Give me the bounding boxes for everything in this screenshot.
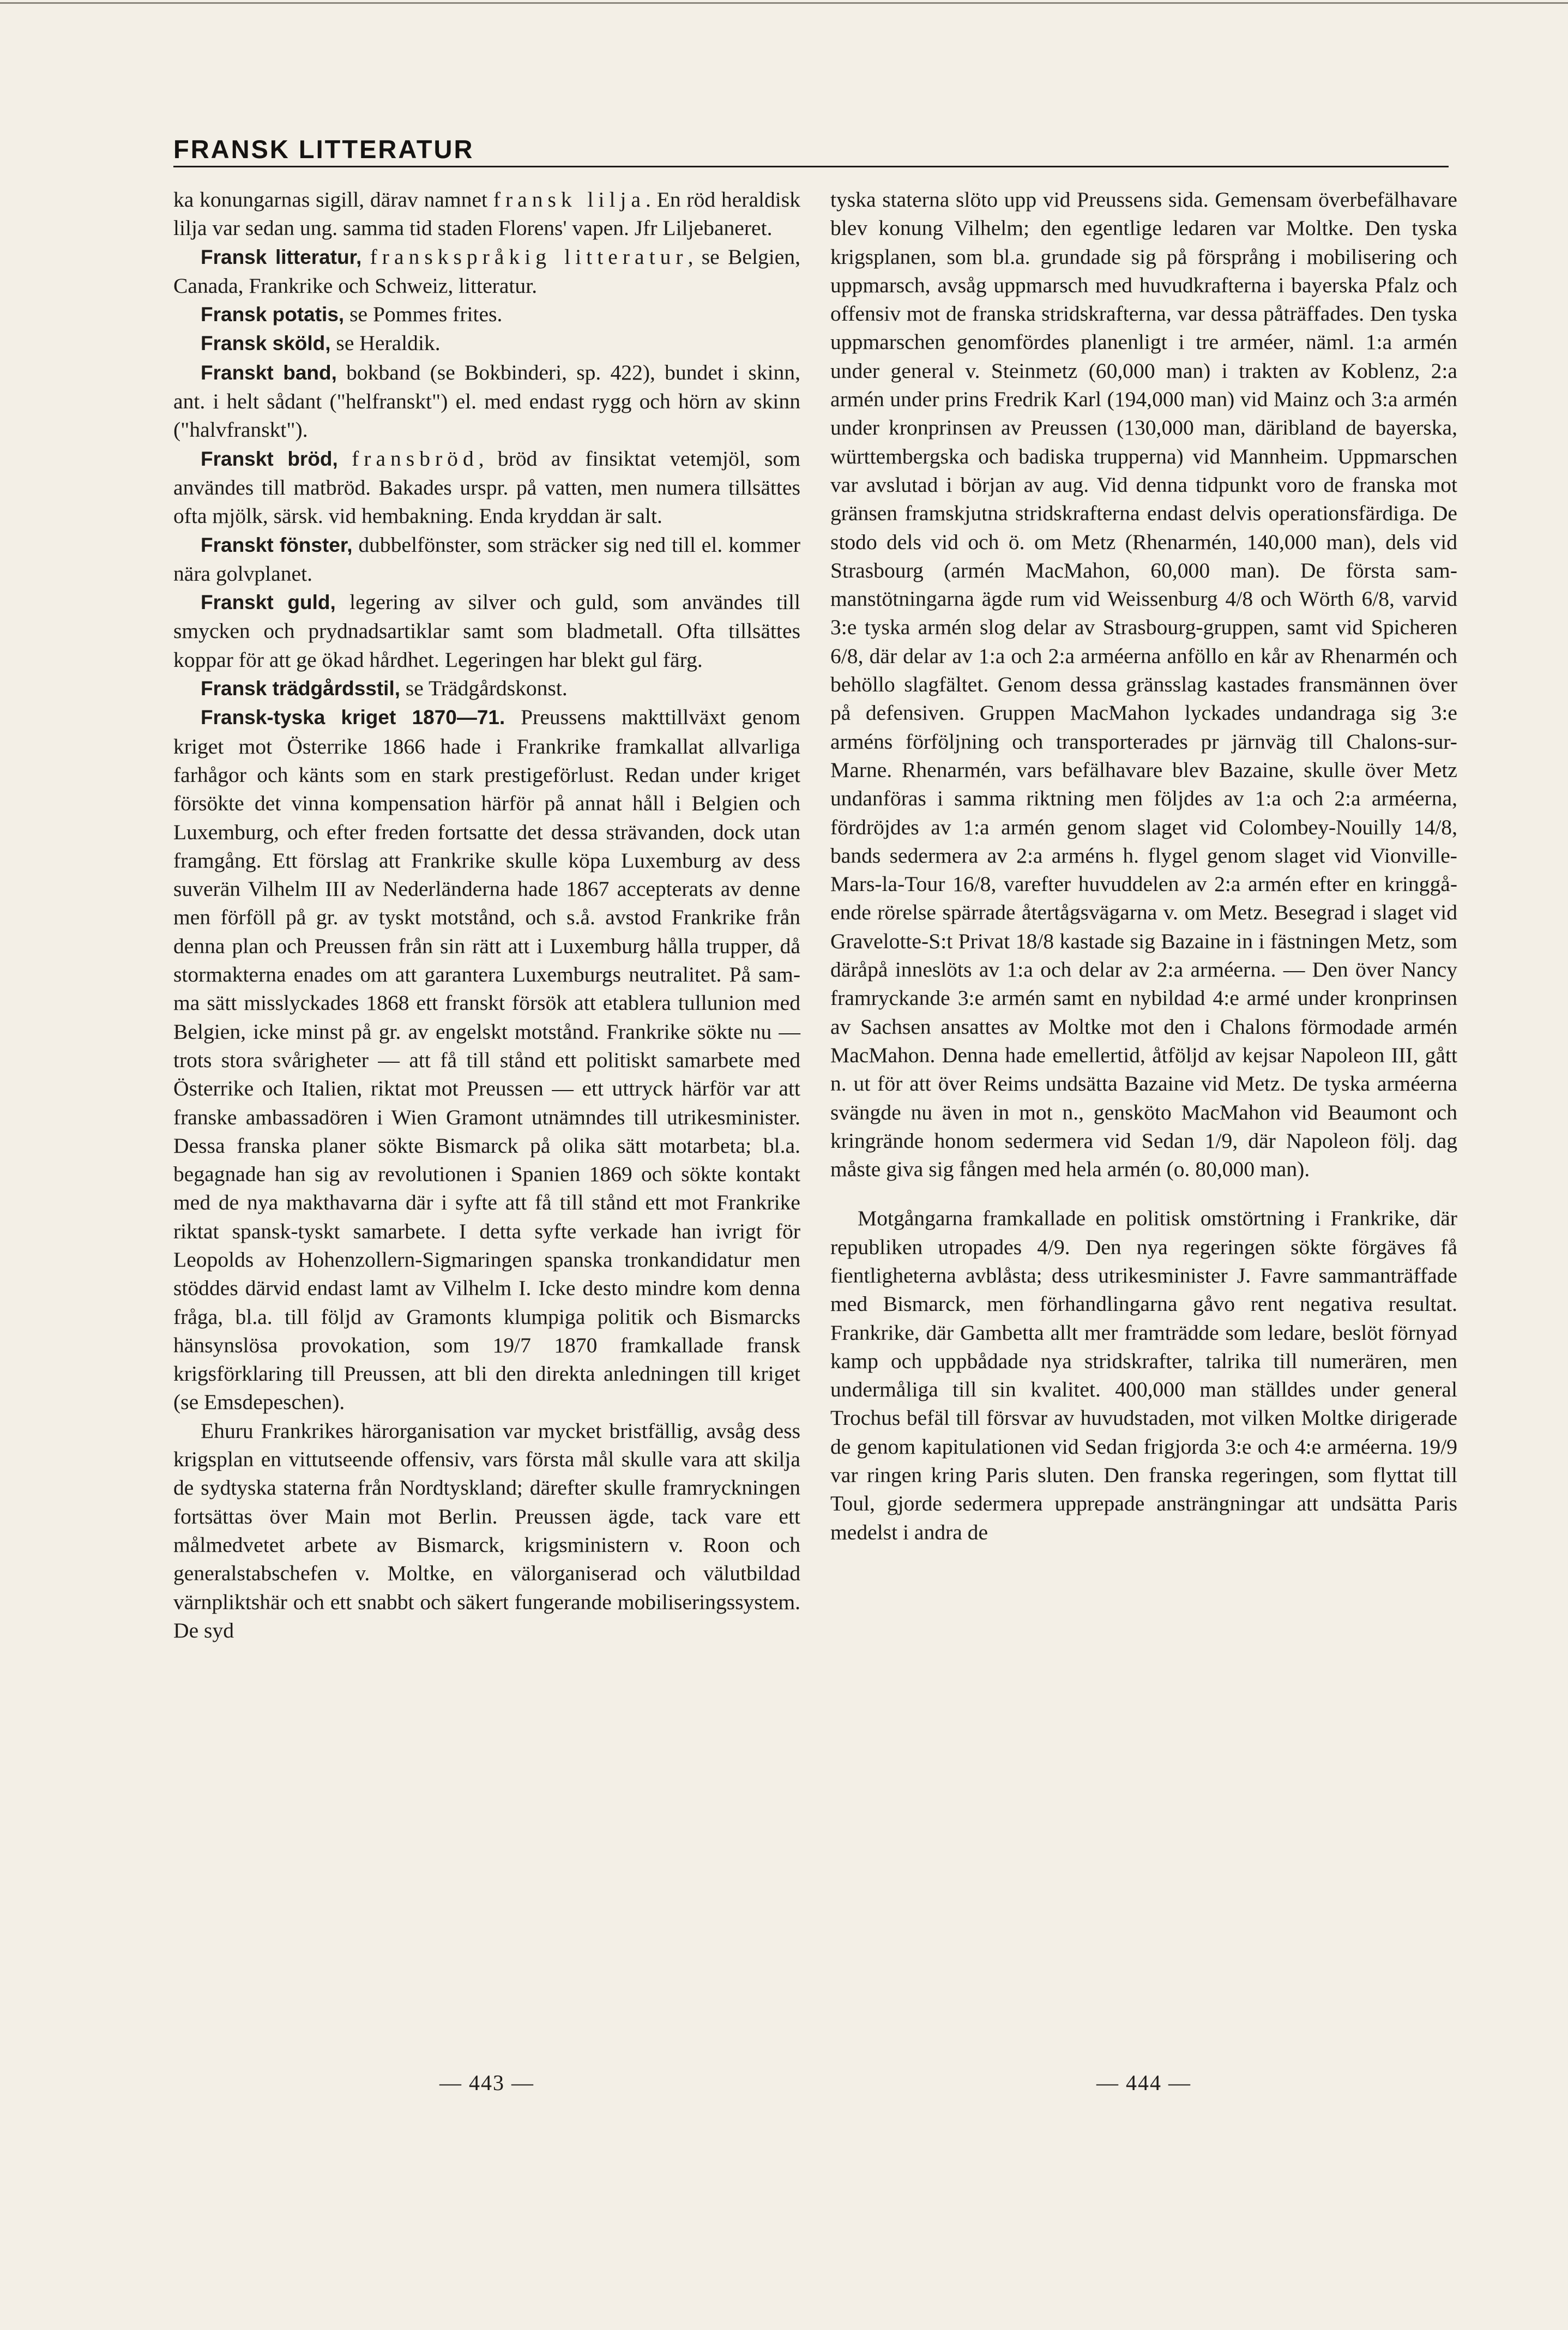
headword: Franskt bröd, (201, 447, 338, 470)
entry-fransk-potatis: Fransk potatis, se Pommes frites. (201, 302, 503, 327)
page-number-left: — 443 — (439, 2070, 534, 2095)
entry-franskt-brod: Franskt bröd, fransbröd, bröd av finsiktat vetemjöl, som användes till matbröd. Bakades urspr. på vatten, men numera tillsättes ofta mjölk, särsk. vid hembakning. Enda kryddan är salt. (173, 446, 800, 528)
headword: Fransk litteratur, (201, 245, 362, 268)
running-head: FRANSK LITTERATUR (173, 135, 474, 164)
headword: Franskt guld, (201, 591, 336, 614)
headword: Franskt band, (201, 361, 337, 384)
spaced-term: franskspråkig litteratur (370, 244, 688, 269)
headword: Fransk trädgårdsstil, (201, 677, 401, 700)
entry-fransk-tradgardsstil: Fransk trädgårdsstil, se Trädgårdskonst. (201, 676, 568, 701)
spaced-term: fransbröd (352, 446, 479, 471)
headword: Fransk-tyska kriget 1870—71. (201, 706, 505, 729)
paragraph-uppmarsch: tyska staterna slöto upp vid Preussens sida. Gemensam överbefälhavare blev konung Vilhelm; den egentlige ledaren var Moltke. Den tyska krigsplanen, som bl.a. grundade sig på försprång i mobilisering och uppmarsch, avsåg uppmarsch med huvudkrafterna i bayerska Pfalz och offensiv mot de franska stridskrafterna, var dessa påträffades. Den tyska uppmarschen genomfördes planenligt i tre arméer, näml. 1:a armén under general v. Steinmetz (60,000 man) i trakten av Koblenz, 2:a armén under prins Fredrik Karl (194,000 man) vid Mainz och 3:a armén under kronprinsen av Preussen (130,000 man, däribland de bayerska, württembergska och badiska trupperna) vid Mannheim. Uppmarschen var avslutad i början av aug. Vid denna tidpunkt voro de franska mot gränsen framskjutna stridskrafterna endast delvis operationsfärdiga. De stodo dels vid och ö. om Metz (Rhenarmén, 140,000 man), dels vid Strasbourg (armén MacMahon, 60,000 man). De första sammanstötningarna ägde rum vid Weissenburg 4/8 och Wörth 6/8, varvid 3:e tyska armén slog delar av Strasbourg-gruppen, samt vid Spicheren 6/8, där delar av 1:a och 2:a arméerna anföllo en kår av Rhenarmén och behöllo slagfältet. Genom dessa gränsslag kastades fransmännen över på defensiven. Gruppen MacMahon lyckades undandraga sig 3:e arméns förföljning och transporterades pr järnväg till Chalons-sur-Marne. Rhenarmén, vars befälhavare blev Bazaine, skulle över Metz undanföras i samma riktning men följdes av 1:a och 2:a arméerna, fördröjdes av 1:a armén genom slaget vid Colombey-Nouilly 14/8, bands sedermera av 2:a arméns h. flygel genom slaget vid Vionville-Mars-la-Tour 16/8, varefter huvuddelen av 2:a armén efter en kringgående rörelse spärrade återtågsvägarna v. om Metz. Besegrad i slaget vid Gravelotte-S:t Privat 18/8 kastade sig Bazaine in i fästningen Metz, som däråpå inneslöts av 1:a och delar av 2:a arméerna. — Den över Nancy framryckande 3:e armén samt en nybildad 4:e armé under kronprinsen av Sachsen ansattes av Moltke mot den i Chalons förmodade armén MacMahon. Denna hade emellertid, åtföljd av kejsar Napoleon III, gått n. ut för att över Reims undsätta Bazaine vid Metz. De tyska arméerna svängde nu även in mot n., gensköto MacMahon vid Beaumont och kringrände honom sedermera vid Sedan 1/9, där Napoleon följ. dag måste giva sig fången med hela armén (o. 80,000 man). (830, 188, 1457, 1182)
entry-franskt-band: Franskt band, bokband (se Bokbinderi, sp. 422), bundet i skinn, ant. i helt sådant ("helfranskt") el. med endast rygg och hörn av skinn ("halvfranskt"). (173, 360, 800, 442)
entry-franskt-fonster: Franskt fönster, dubbelfönster, som sträcker sig ned till el. kommer nära golvplanet. (173, 532, 800, 586)
entry-fransk-skold: Fransk sköld, se Heraldik. (201, 331, 441, 356)
entry-fransk-tyska-kriget: Fransk-tyska kriget 1870—71. Preussens makttillväxt genom kriget mot Österrike 1866 hade i Frankrike framkallat allvarliga farhågor och känts som en stark prestigeförlust. Redan under kriget försökte det vinna kompensation härför på annat håll i Belgien och Luxemburg, och efter freden fortsatte det dessa strävanden, dock utan framgång. Ett förslag att Frankrike skulle köpa Luxemburg av dess suverän Vilhelm III av Nederländerna hade 1867 accepterats av denne men förföll på gr. av tyskt motstånd, och s.å. avstod Frankrike från denna plan och Preussen från sin rätt att i Luxemburg hålla trupper, då stormakterna enades om att garantera Luxemburgs neutralitet. På samma sätt misslyckades 1868 ett franskt försök att etablera tullunion med Belgien, icke minst på gr. av engelskt motstånd. Frankrike sökte nu — trots stora svårigheter — att få till stånd ett politiskt samarbete med Österrike och Italien, riktat mot Preussen — ett uttryck härför var att franske ambassadören i Wien Gramont utnämndes till utrikesminister. Dessa franska planer sökte Bismarck på olika sätt motarbeta; bl.a. begagnade han sig av revolutionen i Spanien 1869 och sökte kontakt med de nya makthavarna där i syfte att få till stånd ett mot Frankrike riktat spansk-tyskt samarbete. I detta syfte verkade han ivrigt för Leopolds av Hohenzollern-Sigmaringen spanska tronkandidatur men stöddes därvid endast lamt av Vilhelm I. Icke desto mindre kom denna fråga, bl.a. till följd av Gramonts klumpiga politik och Bismarcks hänsynslösa provokation, som 19/7 1870 framkallade fransk krigsförklaring till Preussen, att bli den direkta anledningen till kriget (se Emsdepeschen). (173, 705, 800, 1414)
paragraph-motgangar: Motgångarna framkallade en politisk omstörtning i Frankrike, där republiken utropades 4/9. Den nya regeringen sökte förgäves få fientligheterna avblåsta; dess utrikesminister J. Favre sammanträffade med Bismarck, men förhandlingarna gåvo rent negativa resultat. Frankrike, där Gambetta allt mer framträdde som ledare, beslöt förnyad kamp och uppbådade nya stridskrafter, talrika till numerären, men undermåliga till sin kvalitet. 400,000 man ställdes under general Trochus befäl till försvar av huvudstaden, mot vilken Moltke dirigerade de genom kapitulationen vid Sedan frigjorda 3:e och 4:e arméerna. 19/9 var ringen kring Paris sluten. Den franska regeringen, som flyttat till Toul, gjorde sedermera upprepade ansträngningar att undsätta Paris medelst i andra de (830, 1206, 1457, 1544)
headword: Fransk sköld, (201, 332, 331, 355)
entry-franskt-guld: Franskt guld, legering av silver och guld, som användes till smycken och prydnadsartiklar samt som bladmetall. Ofta tillsättes koppar för att ge ökad hårdhet. Legeringen har blekt gul färg. (173, 590, 800, 672)
paragraph-krigsplan: Ehuru Frankrikes härorganisation var mycket bristfällig, avsåg dess krigsplan en vittutseende offensiv, vars första mål skulle vara att skilja de sydtyska staterna från Nordtyskland; därefter skulle framryckningen fortsättas över Main mot Berlin. Preussen ägde, tack vare ett målmedvetet arbete av Bismarck, krigsministern v. Roon och generalstabschefen v. Moltke, en välorganiserad och välutbildad värnpliktshär och ett snabbt och säkert fungerande mobiliseringssystem. De syd (173, 1418, 800, 1642)
headword: Fransk potatis, (201, 303, 345, 326)
entry-fransk-lilja-continued: ka konungarnas sigill, därav namnet fransk lilja. En röd heraldisk lilja var sedan ung. samma tid staden Florens' vapen. Jfr Liljebaneret. (173, 188, 800, 240)
spaced-term: fransk lilja (493, 188, 646, 212)
right-column (830, 185, 1457, 1546)
headword: Franskt fönster, (201, 533, 353, 556)
page-number-right: — 444 — (1096, 2070, 1191, 2095)
entry-fransk-litteratur: Fransk litteratur, franskspråkig litteratur, se Belgien, Canada, Frankrike och Schweiz, litteratur. (173, 244, 800, 298)
left-column (173, 185, 800, 1645)
top-edge-rule (0, 2, 1568, 4)
header-rule (173, 166, 1449, 167)
